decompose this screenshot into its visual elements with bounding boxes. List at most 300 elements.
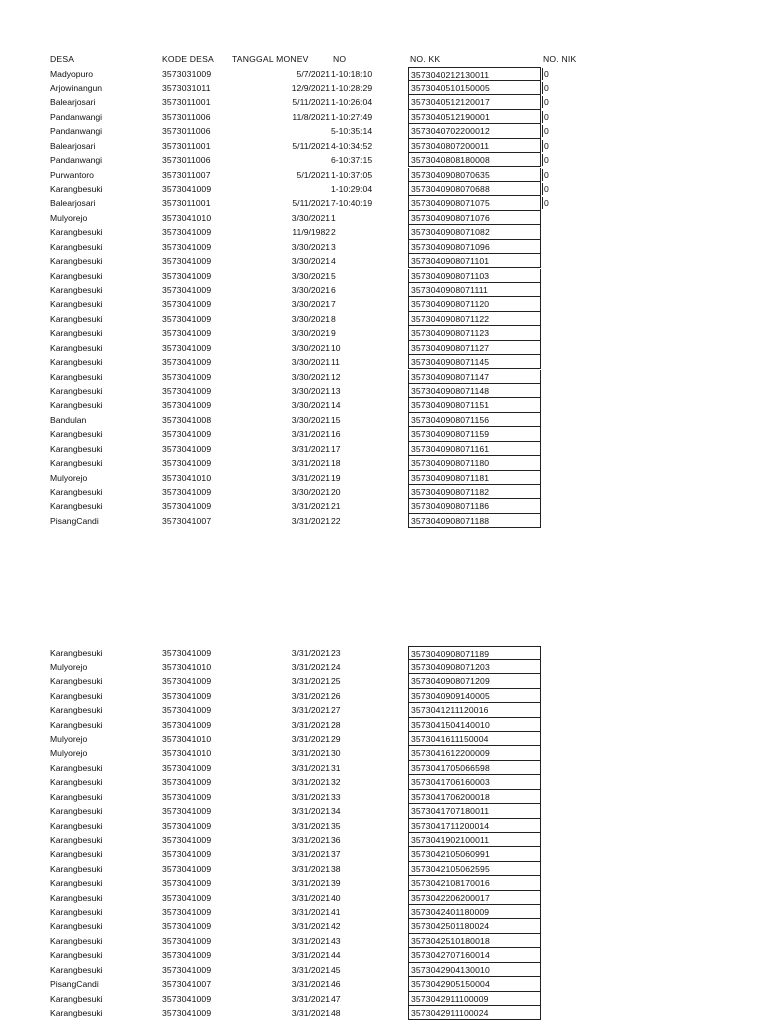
table-row bbox=[0, 514, 768, 528]
cell-tanggal-monev bbox=[232, 182, 330, 196]
cell-tanggal-monev: 3/30/2021 bbox=[291, 486, 330, 497]
cell-no-nik: 0 bbox=[542, 96, 572, 108]
cell-kode-desa: 3573041009 bbox=[162, 357, 212, 368]
cell-desa: Karangbesuki bbox=[50, 256, 103, 267]
cell-kode-desa: 3573041009 bbox=[162, 313, 212, 324]
cell-kode-desa: 3573041009 bbox=[162, 486, 212, 497]
cell-tanggal-monev: 3/31/2021 bbox=[291, 820, 330, 831]
cell-no: 1-10:37:05 bbox=[331, 169, 373, 180]
cell-no-kk: 3573040908071120 bbox=[408, 297, 541, 311]
cell-kode-desa: 3573041009 bbox=[162, 834, 212, 845]
cell-kode-desa: 3573041009 bbox=[162, 501, 212, 512]
cell-desa: Karangbesuki bbox=[50, 806, 103, 817]
cell-desa: Mulyorejo bbox=[50, 748, 88, 759]
table-row bbox=[0, 674, 768, 688]
cell-tanggal-monev: 3/31/2021 bbox=[291, 878, 330, 889]
cell-desa: Madyopuro bbox=[50, 68, 93, 79]
cell-no-nik: 0 bbox=[542, 68, 572, 80]
cell-no-kk: 3573040908071147 bbox=[408, 370, 541, 384]
cell-no: 7-10:40:19 bbox=[331, 198, 373, 209]
cell-desa: Karangbesuki bbox=[50, 762, 103, 773]
cell-kode-desa: 3573041009 bbox=[162, 328, 212, 339]
cell-kode-desa: 3573041009 bbox=[162, 443, 212, 454]
cell-no-kk: 3573042108170016 bbox=[408, 876, 541, 890]
cell-no-kk: 3573040908071203 bbox=[408, 660, 541, 674]
cell-tanggal-monev: 3/31/2021 bbox=[291, 690, 330, 701]
cell-no: 1-10:28:29 bbox=[331, 82, 373, 93]
cell-tanggal-monev: 3/31/2021 bbox=[291, 993, 330, 1004]
cell-no-nik: 0 bbox=[542, 183, 572, 195]
cell-tanggal-monev: 3/31/2021 bbox=[291, 907, 330, 918]
cell-no: 25 bbox=[331, 676, 341, 687]
table-row bbox=[0, 139, 768, 153]
cell-kode-desa: 3573041009 bbox=[162, 429, 212, 440]
cell-desa: Mulyorejo bbox=[50, 212, 88, 223]
cell-desa: Karangbesuki bbox=[50, 863, 103, 874]
cell-no: 34 bbox=[331, 806, 341, 817]
cell-desa: Karangbesuki bbox=[50, 820, 103, 831]
cell-no-kk: 3573042911100009 bbox=[408, 992, 541, 1006]
cell-desa: Pandanwangi bbox=[50, 155, 103, 166]
cell-desa: Karangbesuki bbox=[50, 357, 103, 368]
cell-no: 21 bbox=[331, 501, 341, 512]
cell-no: 42 bbox=[331, 921, 341, 932]
cell-desa: Karangbesuki bbox=[50, 458, 103, 469]
cell-no-kk: 3573041706160003 bbox=[408, 775, 541, 789]
table-row bbox=[0, 370, 768, 384]
cell-desa: Karangbesuki bbox=[50, 878, 103, 889]
cell-kode-desa: 3573041009 bbox=[162, 762, 212, 773]
cell-no-nik: 0 bbox=[542, 140, 572, 152]
cell-no: 19 bbox=[331, 472, 341, 483]
cell-no: 10 bbox=[331, 342, 341, 353]
cell-kode-desa: 3573011006 bbox=[162, 126, 211, 137]
cell-tanggal-monev: 3/30/2021 bbox=[291, 284, 330, 295]
cell-no-kk: 3573041902100011 bbox=[408, 833, 541, 847]
cell-kode-desa: 3573041009 bbox=[162, 458, 212, 469]
cell-desa: PisangCandi bbox=[50, 515, 99, 526]
cell-desa: Karangbesuki bbox=[50, 270, 103, 281]
table-row bbox=[0, 862, 768, 876]
table-row bbox=[0, 196, 768, 210]
table-row bbox=[0, 992, 768, 1006]
cell-no: 27 bbox=[331, 705, 341, 716]
cell-no-kk: 3573040908071075 bbox=[408, 196, 541, 210]
cell-desa: Purwantoro bbox=[50, 169, 94, 180]
table-row bbox=[0, 761, 768, 775]
cell-no-kk: 3573040908071123 bbox=[408, 326, 541, 340]
cell-kode-desa: 3573011001 bbox=[162, 198, 211, 209]
cell-kode-desa: 3573011001 bbox=[162, 140, 211, 151]
cell-desa: Karangbesuki bbox=[50, 241, 103, 252]
cell-no: 29 bbox=[331, 734, 341, 745]
cell-desa: Pandanwangi bbox=[50, 126, 103, 137]
cell-tanggal-monev: 3/30/2021 bbox=[291, 270, 330, 281]
cell-no-kk: 3573041711200014 bbox=[408, 819, 541, 833]
cell-desa: Karangbesuki bbox=[50, 342, 103, 353]
cell-kode-desa: 3573041009 bbox=[162, 385, 212, 396]
table-row bbox=[0, 456, 768, 470]
cell-no-kk: 3573040702200012 bbox=[408, 124, 541, 138]
cell-no-kk: 3573040908071156 bbox=[408, 413, 541, 427]
cell-desa: Karangbesuki bbox=[50, 328, 103, 339]
table-row bbox=[0, 67, 768, 81]
cell-kode-desa: 3573041007 bbox=[162, 515, 212, 526]
cell-tanggal-monev: 3/30/2021 bbox=[291, 241, 330, 252]
cell-kode-desa: 3573041007 bbox=[162, 979, 212, 990]
table-row bbox=[0, 283, 768, 297]
cell-tanggal-monev: 3/30/2021 bbox=[291, 357, 330, 368]
cell-kode-desa: 3573041009 bbox=[162, 964, 212, 975]
cell-desa: Karangbesuki bbox=[50, 385, 103, 396]
cell-tanggal-monev: 3/30/2021 bbox=[291, 212, 330, 223]
cell-desa: Karangbesuki bbox=[50, 284, 103, 295]
cell-kode-desa: 3573041009 bbox=[162, 256, 212, 267]
cell-desa: Karangbesuki bbox=[50, 227, 103, 238]
cell-no: 38 bbox=[331, 863, 341, 874]
cell-tanggal-monev: 3/30/2021 bbox=[291, 371, 330, 382]
cell-desa: Balearjosari bbox=[50, 140, 96, 151]
cell-tanggal-monev bbox=[232, 153, 330, 167]
cell-no-kk: 3573040908071186 bbox=[408, 499, 541, 513]
cell-no-kk: 3573040908071180 bbox=[408, 456, 541, 470]
cell-kode-desa: 3573041009 bbox=[162, 806, 212, 817]
cell-desa: Karangbesuki bbox=[50, 1008, 103, 1018]
cell-no: 47 bbox=[331, 993, 341, 1004]
cell-tanggal-monev: 3/31/2021 bbox=[291, 892, 330, 903]
table-row bbox=[0, 269, 768, 283]
cell-tanggal-monev: 3/31/2021 bbox=[291, 429, 330, 440]
cell-desa: Balearjosari bbox=[50, 198, 96, 209]
table-row bbox=[0, 499, 768, 513]
table-row bbox=[0, 876, 768, 890]
cell-desa: Karangbesuki bbox=[50, 183, 103, 194]
cell-tanggal-monev: 3/31/2021 bbox=[291, 964, 330, 975]
cell-no-kk: 3573040909140005 bbox=[408, 689, 541, 703]
cell-no-kk: 3573042206200017 bbox=[408, 891, 541, 905]
cell-no-kk: 3573041211120016 bbox=[408, 703, 541, 717]
cell-kode-desa: 3573041009 bbox=[162, 400, 212, 411]
cell-no: 40 bbox=[331, 892, 341, 903]
cell-kode-desa: 3573041009 bbox=[162, 921, 212, 932]
cell-no: 35 bbox=[331, 820, 341, 831]
cell-no: 1-10:26:04 bbox=[331, 97, 373, 108]
cell-no-kk: 3573042510180018 bbox=[408, 934, 541, 948]
table-row bbox=[0, 905, 768, 919]
cell-no: 1-10:27:49 bbox=[331, 111, 373, 122]
cell-desa: Mulyorejo bbox=[50, 661, 88, 672]
cell-kode-desa: 3573041009 bbox=[162, 993, 212, 1004]
cell-no: 18 bbox=[331, 458, 341, 469]
table-row bbox=[0, 689, 768, 703]
table-row bbox=[0, 471, 768, 485]
cell-desa: Karangbesuki bbox=[50, 371, 103, 382]
cell-tanggal-monev: 3/31/2021 bbox=[291, 762, 330, 773]
cell-no-kk: 3573040512190001 bbox=[408, 110, 541, 124]
cell-no: 14 bbox=[331, 400, 341, 411]
cell-kode-desa: 3573011007 bbox=[162, 169, 211, 180]
cell-desa: Karangbesuki bbox=[50, 964, 103, 975]
cell-no-kk: 3573040808180008 bbox=[408, 153, 541, 167]
cell-no-nik: 0 bbox=[542, 169, 572, 181]
header-kode-desa: KODE DESA bbox=[162, 54, 214, 64]
cell-tanggal-monev: 3/31/2021 bbox=[291, 979, 330, 990]
table-row bbox=[0, 963, 768, 977]
cell-kode-desa: 3573041009 bbox=[162, 878, 212, 889]
cell-no: 1-10:29:04 bbox=[331, 183, 373, 194]
table-row bbox=[0, 660, 768, 674]
table-row bbox=[0, 919, 768, 933]
cell-tanggal-monev: 3/30/2021 bbox=[291, 299, 330, 310]
cell-tanggal-monev: 11/8/2021 bbox=[292, 111, 330, 122]
cell-no: 37 bbox=[331, 849, 341, 860]
cell-kode-desa: 3573041009 bbox=[162, 935, 212, 946]
cell-no: 7 bbox=[331, 299, 336, 310]
cell-no-kk: 3573040510150005 bbox=[408, 81, 541, 95]
cell-kode-desa: 3573041009 bbox=[162, 892, 212, 903]
cell-kode-desa: 3573041009 bbox=[162, 863, 212, 874]
table-row bbox=[0, 746, 768, 760]
cell-no: 16 bbox=[331, 429, 341, 440]
cell-no: 11 bbox=[331, 357, 340, 368]
cell-tanggal-monev: 3/31/2021 bbox=[291, 791, 330, 802]
cell-tanggal-monev: 3/31/2021 bbox=[291, 748, 330, 759]
cell-no-kk: 3573040908071181 bbox=[408, 471, 541, 485]
cell-no: 12 bbox=[331, 371, 341, 382]
cell-desa: Karangbesuki bbox=[50, 705, 103, 716]
cell-no-kk: 3573040908070635 bbox=[408, 168, 541, 182]
cell-no: 28 bbox=[331, 719, 341, 730]
cell-no-nik: 0 bbox=[542, 111, 572, 123]
cell-tanggal-monev: 3/31/2021 bbox=[291, 1008, 330, 1018]
cell-no-kk: 3573042911100024 bbox=[408, 1006, 541, 1020]
cell-desa: Karangbesuki bbox=[50, 791, 103, 802]
cell-desa: Karangbesuki bbox=[50, 313, 103, 324]
cell-no: 36 bbox=[331, 834, 341, 845]
cell-kode-desa: 3573041009 bbox=[162, 371, 212, 382]
cell-no-kk: 3573040908071103 bbox=[408, 269, 541, 283]
cell-no-kk: 3573042501180024 bbox=[408, 919, 541, 933]
cell-desa: Mulyorejo bbox=[50, 472, 88, 483]
table-row bbox=[0, 977, 768, 991]
table-row bbox=[0, 225, 768, 239]
table-row bbox=[0, 182, 768, 196]
table-row bbox=[0, 804, 768, 818]
cell-desa: Karangbesuki bbox=[50, 429, 103, 440]
cell-tanggal-monev: 3/31/2021 bbox=[291, 777, 330, 788]
cell-no-kk: 3573040908071076 bbox=[408, 211, 541, 225]
table-row bbox=[0, 124, 768, 138]
cell-desa: Karangbesuki bbox=[50, 921, 103, 932]
table-row bbox=[0, 384, 768, 398]
cell-no-kk: 3573040908071188 bbox=[408, 514, 541, 528]
cell-desa: Karangbesuki bbox=[50, 834, 103, 845]
cell-no: 4 bbox=[331, 256, 336, 267]
cell-tanggal-monev: 3/31/2021 bbox=[291, 849, 330, 860]
cell-no: 39 bbox=[331, 878, 341, 889]
cell-no-kk: 3573040908071161 bbox=[408, 442, 541, 456]
cell-tanggal-monev: 5/11/2021 bbox=[292, 140, 330, 151]
cell-tanggal-monev: 5/1/2021 bbox=[296, 169, 330, 180]
cell-no-kk: 3573040908071209 bbox=[408, 674, 541, 688]
table-row bbox=[0, 891, 768, 905]
cell-no: 17 bbox=[331, 443, 341, 454]
cell-desa: Karangbesuki bbox=[50, 690, 103, 701]
cell-tanggal-monev: 3/31/2021 bbox=[291, 921, 330, 932]
table-row bbox=[0, 646, 768, 660]
header-no-kk: NO. KK bbox=[410, 54, 441, 64]
cell-kode-desa: 3573041009 bbox=[162, 227, 212, 238]
header-tanggal-monev: TANGGAL MONEV bbox=[232, 54, 309, 64]
cell-desa: Karangbesuki bbox=[50, 892, 103, 903]
cell-tanggal-monev: 3/31/2021 bbox=[291, 661, 330, 672]
cell-no-kk: 3573042904130010 bbox=[408, 963, 541, 977]
cell-tanggal-monev: 3/31/2021 bbox=[291, 501, 330, 512]
cell-desa: Bandulan bbox=[50, 414, 87, 425]
table-row bbox=[0, 1006, 768, 1020]
cell-kode-desa: 3573041009 bbox=[162, 705, 212, 716]
cell-tanggal-monev: 3/30/2021 bbox=[291, 400, 330, 411]
table-row bbox=[0, 153, 768, 167]
table-row bbox=[0, 341, 768, 355]
table-row bbox=[0, 326, 768, 340]
cell-kode-desa: 3573041009 bbox=[162, 907, 212, 918]
table-row bbox=[0, 847, 768, 861]
table-row bbox=[0, 703, 768, 717]
cell-no: 32 bbox=[331, 777, 341, 788]
cell-no-nik: 0 bbox=[542, 125, 572, 137]
cell-no-kk: 3573041611150004 bbox=[408, 732, 541, 746]
cell-desa: Karangbesuki bbox=[50, 950, 103, 961]
cell-no: 5 bbox=[331, 270, 336, 281]
table-row bbox=[0, 297, 768, 311]
cell-kode-desa: 3573011006 bbox=[162, 155, 211, 166]
cell-tanggal-monev: 3/31/2021 bbox=[291, 705, 330, 716]
cell-no-kk: 3573040807200011 bbox=[408, 139, 541, 153]
cell-no: 4-10:34:52 bbox=[331, 140, 373, 151]
table-row bbox=[0, 312, 768, 326]
table-row bbox=[0, 110, 768, 124]
cell-no-kk: 3573041612200009 bbox=[408, 746, 541, 760]
cell-desa: Arjowinangun bbox=[50, 82, 103, 93]
cell-no: 8 bbox=[331, 313, 336, 324]
cell-no-kk: 3573040908071148 bbox=[408, 384, 541, 398]
cell-no-nik: 0 bbox=[542, 197, 572, 209]
cell-kode-desa: 3573031009 bbox=[162, 68, 212, 79]
cell-kode-desa: 3573011001 bbox=[162, 97, 211, 108]
cell-no: 43 bbox=[331, 935, 341, 946]
cell-tanggal-monev: 3/31/2021 bbox=[291, 443, 330, 454]
cell-no-kk: 3573040512120017 bbox=[408, 95, 541, 109]
cell-no-kk: 3573040908071101 bbox=[408, 254, 541, 268]
cell-no: 24 bbox=[331, 661, 341, 672]
cell-tanggal-monev: 3/31/2021 bbox=[291, 950, 330, 961]
cell-no-kk: 3573042105062595 bbox=[408, 862, 541, 876]
table-row bbox=[0, 819, 768, 833]
cell-tanggal-monev: 3/31/2021 bbox=[291, 834, 330, 845]
cell-desa: Karangbesuki bbox=[50, 993, 103, 1004]
cell-kode-desa: 3573041009 bbox=[162, 183, 212, 194]
cell-no: 13 bbox=[331, 385, 341, 396]
cell-tanggal-monev: 3/31/2021 bbox=[291, 863, 330, 874]
table-row bbox=[0, 211, 768, 225]
cell-no: 31 bbox=[331, 762, 341, 773]
table-row bbox=[0, 442, 768, 456]
cell-no: 5-10:35:14 bbox=[331, 126, 373, 137]
table-row bbox=[0, 81, 768, 95]
table-row bbox=[0, 485, 768, 499]
cell-desa: Karangbesuki bbox=[50, 299, 103, 310]
cell-no-kk: 3573040908071127 bbox=[408, 341, 541, 355]
header-no: NO bbox=[333, 54, 347, 64]
cell-no-kk: 3573040908071122 bbox=[408, 312, 541, 326]
cell-kode-desa: 3573031011 bbox=[162, 82, 211, 93]
cell-no-kk: 3573041707180011 bbox=[408, 804, 541, 818]
cell-tanggal-monev: 3/31/2021 bbox=[291, 935, 330, 946]
cell-no-kk: 3573040908071111 bbox=[408, 283, 541, 297]
cell-desa: Karangbesuki bbox=[50, 907, 103, 918]
table-row bbox=[0, 95, 768, 109]
cell-kode-desa: 3573041009 bbox=[162, 647, 212, 658]
table-row bbox=[0, 413, 768, 427]
cell-no-nik: 0 bbox=[542, 82, 572, 94]
table-row bbox=[0, 398, 768, 412]
cell-no-kk: 3573042401180009 bbox=[408, 905, 541, 919]
cell-kode-desa: 3573041010 bbox=[162, 661, 212, 672]
table-row bbox=[0, 775, 768, 789]
cell-tanggal-monev: 3/30/2021 bbox=[291, 256, 330, 267]
cell-no: 6 bbox=[331, 284, 336, 295]
cell-kode-desa: 3573041010 bbox=[162, 472, 212, 483]
cell-no-kk: 3573040908071159 bbox=[408, 427, 541, 441]
cell-kode-desa: 3573041009 bbox=[162, 270, 212, 281]
cell-no: 3 bbox=[331, 241, 336, 252]
cell-no-kk: 3573040908071082 bbox=[408, 225, 541, 239]
cell-kode-desa: 3573041009 bbox=[162, 676, 212, 687]
cell-desa: Karangbesuki bbox=[50, 443, 103, 454]
header-desa: DESA bbox=[50, 54, 75, 64]
cell-tanggal-monev: 5/7/2021 bbox=[296, 68, 330, 79]
cell-tanggal-monev: 3/30/2021 bbox=[291, 385, 330, 396]
cell-tanggal-monev: 3/31/2021 bbox=[291, 458, 330, 469]
cell-desa: Karangbesuki bbox=[50, 676, 103, 687]
cell-no: 46 bbox=[331, 979, 341, 990]
cell-desa: Karangbesuki bbox=[50, 501, 103, 512]
cell-no-kk: 3573040908071145 bbox=[408, 355, 541, 369]
cell-no: 15 bbox=[331, 414, 341, 425]
cell-no-kk: 3573040908071151 bbox=[408, 398, 541, 412]
cell-kode-desa: 3573041010 bbox=[162, 748, 212, 759]
cell-tanggal-monev: 3/30/2021 bbox=[291, 313, 330, 324]
cell-no-kk: 3573040212130011 bbox=[408, 67, 541, 81]
cell-tanggal-monev: 3/31/2021 bbox=[291, 734, 330, 745]
table-row bbox=[0, 168, 768, 182]
cell-tanggal-monev: 3/31/2021 bbox=[291, 515, 330, 526]
cell-tanggal-monev: 5/11/2021 bbox=[292, 97, 330, 108]
cell-no: 48 bbox=[331, 1008, 341, 1018]
cell-kode-desa: 3573041009 bbox=[162, 820, 212, 831]
cell-no: 20 bbox=[331, 486, 341, 497]
table-row bbox=[0, 240, 768, 254]
cell-tanggal-monev: 3/30/2021 bbox=[291, 328, 330, 339]
cell-no-kk: 3573041504140010 bbox=[408, 718, 541, 732]
header-no-nik: NO. NIK bbox=[543, 54, 577, 64]
cell-kode-desa: 3573041009 bbox=[162, 690, 212, 701]
cell-no: 41 bbox=[331, 907, 341, 918]
cell-kode-desa: 3573041009 bbox=[162, 950, 212, 961]
cell-no: 1-10:18:10 bbox=[331, 68, 373, 79]
cell-no: 23 bbox=[331, 647, 341, 658]
